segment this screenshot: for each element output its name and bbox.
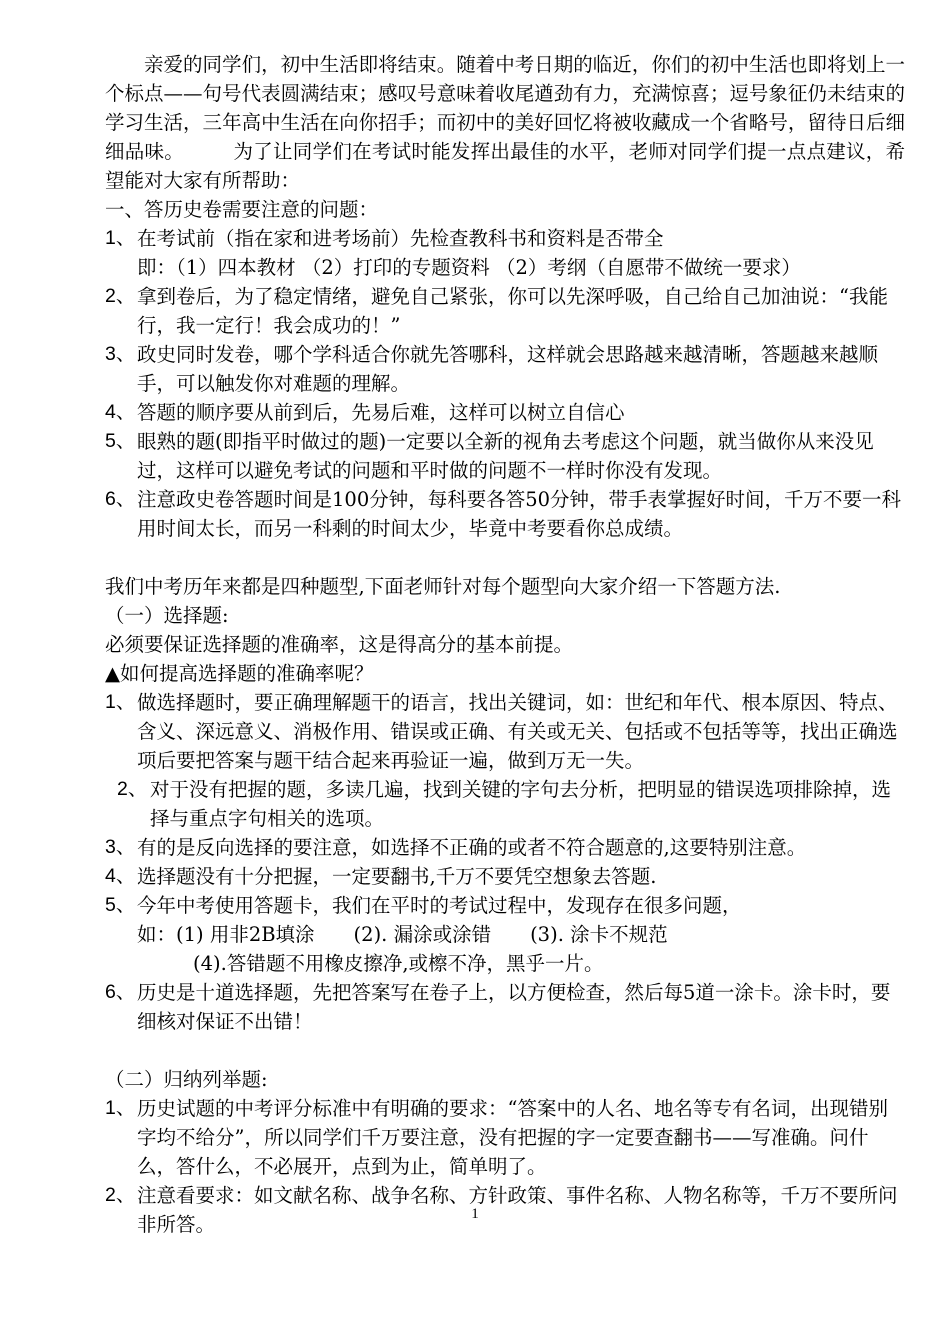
item-number: 4、 [105,401,136,423]
list-item [105,775,905,833]
page-number: 1 [471,1206,479,1222]
item-number: 1、 [105,691,136,713]
item-text: 有的是反向选择的要注意，如选择不正确的或者不符合题意的,这要特别注意。 [137,836,807,859]
item-text: 在考试前（指在家和进考场前）先检查教科书和资料是否带全 [137,227,664,250]
list-item [105,427,905,485]
list-item [105,833,905,862]
item-text: 注意看要求：如文献名称、战争名称、方针政策、事件名称、人物名称等，千万不要所问非所答。 [137,1184,898,1236]
item-number: 6、 [105,981,136,1003]
list-item [105,891,905,920]
item-text: 选择题没有十分把握，一定要翻书,千万不要凭空想象去答题. [137,865,657,888]
list-item [105,485,905,543]
item-number: 3、 [105,343,136,365]
section2-question: ▲如何提高选择题的准确率呢？ [105,662,374,685]
item-text: 历史是十道选择题，先把答案写在卷子上，以方便检查，然后每5道一涂卡。涂卡时，要细核对保证不出错！ [137,981,891,1033]
item-text: 答题的顺序要从前到后，先易后难，这样可以树立自信心 [137,401,625,424]
answer-card-issues-line1: 如：(1) 用非2B填涂 (2). 漏涂或涂错 (3). 涂卡不规范 [137,923,668,946]
item-number: 4、 [105,865,136,887]
document-page [105,50,905,1239]
section2-heading: （一）选择题: [105,604,229,627]
list-item [105,978,905,1036]
section2-premise: 必须要保证选择题的准确率，这是得高分的基本前提。 [105,633,574,656]
item-number: 1、 [105,1097,136,1119]
list-item [105,1094,905,1181]
intro-paragraph: 亲爱的同学们，初中生活即将结束。随着中考日期的临近，你们的初中生活也即将划上一个标点——句号代表圆满结束；感叹号意味着收尾遒劲有力，充满惊喜；逗号象征仍未结束的学习生活，三年高中生活在向你招手；而初中的美好回忆将被收藏成一个省略号，留待日后细细品味。 为了让同学们在考试时能发挥出最佳的水平，老师对同学们提一点点建议，希望能对大家有所帮助： [105,53,905,192]
item-text: 做选择题时，要正确理解题干的语言，找出关键词，如：世纪和年代、根本原因、特点、含义、深远意义、消极作用、错误或正确、有关或无关、包括或不包括等等，找出正确选项后要把答案与题干结合起来再验证一遍，做到万无一失。 [137,691,898,772]
question-types-intro: 我们中考历年来都是四种题型,下面老师针对每个题型向大家介绍一下答题方法. [105,575,781,598]
answer-card-issues-line2: (4).答错题不用橡皮擦净,或檫不净，黑乎一片。 [193,952,604,975]
item-number: 6、 [105,488,136,510]
item-text: 历史试题的中考评分标准中有明确的要求：“答案中的人名、地名等专有名词，出现错别字均不给分”，所以同学们千万要注意，没有把握的字一定要查翻书——写准确。问什么，答什么，不必展开，点到为止，简单明了。 [137,1097,888,1178]
item-number: 2、 [117,778,148,800]
item-text: 对于没有把握的题，多读几遍，找到关键的字句去分析，把明显的错误选项排除掉，选择与重点字句相关的选项。 [150,778,892,830]
item-number: 2、 [105,1184,136,1206]
list-item [105,224,905,253]
item-text: 眼熟的题(即指平时做过的题)一定要以全新的视角去考虑这个问题，就当做你从来没见过，这样可以避免考试的问题和平时做的问题不一样时你没有发现。 [137,430,874,482]
item-text: 注意政史卷答题时间是100分钟，每科要各答50分钟，带手表掌握好时间，千万不要一科用时间太长，而另一科剩的时间太少，毕竟中考要看你总成绩。 [137,488,902,540]
list-item [105,282,905,340]
item-text: 拿到卷后，为了稳定情绪，避免自己紧张，你可以先深呼吸，自己给自己加油说：“我能行，我一定行！我会成功的！” [137,285,888,337]
item-number: 5、 [105,894,136,916]
materials-list: 即：（1）四本教材 （2）打印的专题资料 （2）考纲（自愿带不做统一要求） [137,256,801,279]
spacer [105,1036,905,1065]
item-number: 3、 [105,836,136,858]
list-item [105,398,905,427]
item-number: 1、 [105,227,136,249]
item-number: 5、 [105,430,136,452]
section3-heading: （二）归纳列举题: [105,1068,268,1091]
list-item [105,340,905,398]
list-item [105,862,905,891]
item-number: 2、 [105,285,136,307]
spacer [105,543,905,572]
item-text: 今年中考使用答题卡，我们在平时的考试过程中，发现存在很多问题， [137,894,742,917]
item-text: 政史同时发卷，哪个学科适合你就先答哪科，这样就会思路越来越清晰，答题越来越顺手，可以触发你对难题的理解。 [137,343,879,395]
list-item [105,688,905,775]
section1-heading: 一、答历史卷需要注意的问题： [105,198,379,221]
